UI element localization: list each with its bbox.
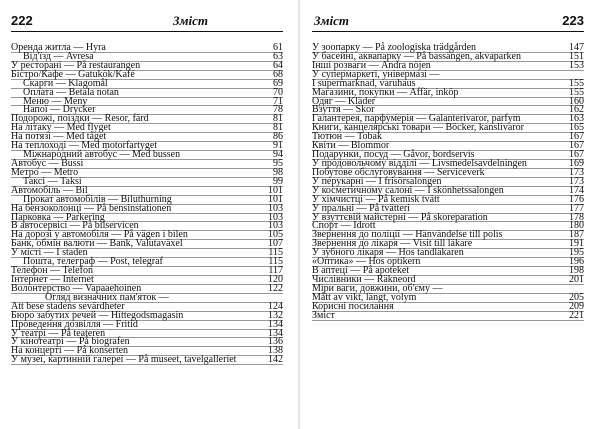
page-header: [312, 13, 584, 31]
entry-title: Зміст: [312, 309, 335, 321]
entry-title: Галантерея, парфумерія — Galanterivaror, parfym: [312, 113, 521, 125]
entry-title: Оплата — Betala notan: [23, 86, 119, 98]
right-page: [306, 0, 588, 429]
entry-page-number: 103: [268, 211, 283, 223]
entry-page-number: 101: [268, 193, 283, 205]
entry-title: Магазини, покупки — Affär, inköp: [312, 86, 459, 98]
entry-page-number: 103: [268, 220, 283, 232]
entry-page-number: 115: [268, 247, 283, 259]
entry-title: Напої — Drycker: [23, 104, 96, 116]
header-title: Зміст: [173, 13, 209, 28]
entry-title: Звернення до поліції — Hänvändelse till polis: [312, 229, 503, 241]
entry-title: Проведення дозвілля — Fritid: [11, 318, 138, 330]
entry-page-number: 162: [569, 104, 584, 116]
entry-title: Таксі — Taksi: [23, 175, 82, 187]
entry-page-number: 63: [273, 50, 283, 62]
entry-page-number: 151: [569, 50, 584, 62]
entry-title: Огляд визначних пам'яток —: [45, 291, 169, 303]
entry-title: Автомобіль — Bil: [11, 184, 88, 196]
entry-page-number: 180: [569, 220, 584, 232]
entry-page-number: 103: [268, 202, 283, 214]
entry-title: Оренда житла — Hyra: [11, 42, 106, 53]
entry-title: Парковка — Parkering: [11, 211, 105, 223]
entry-page-number: 138: [268, 345, 283, 357]
entry-page-number: 98: [273, 166, 283, 178]
entry-page-number: 94: [273, 149, 283, 161]
entry-title: Автобус — Bussi: [11, 157, 84, 169]
entry-page-number: 176: [569, 193, 584, 205]
entry-title: Скарги — Klagomål: [23, 77, 108, 89]
entry-page-number: 155: [569, 77, 584, 89]
entry-title: У супермаркеті, універмазі —: [312, 68, 440, 80]
entry-title: У зубного лікаря — Hos tandläkaren: [312, 247, 464, 259]
entry-title: У ресторані — På restaurangen: [11, 59, 141, 71]
entry-title: У перукарні — I frisörsalongen: [312, 175, 442, 187]
entry-title: Att bese stadens sevärdheter: [11, 300, 125, 312]
entry-title: Взуття — Skor: [312, 104, 375, 116]
entry-title: Міри ваги, довжини, об'єму —: [312, 282, 443, 294]
entry-page-number: 136: [268, 336, 283, 348]
entry-title: «Оптика» — Hos optikern: [312, 256, 421, 268]
entry-title: У зоопарку — På zoologiska trädgården: [312, 42, 477, 53]
book-gutter: [298, 0, 300, 429]
entry-page-number: 155: [569, 86, 584, 98]
entry-title: У театрі — På teateren: [11, 327, 106, 339]
entry-title: В аптеці — På apoteket: [312, 265, 410, 277]
entry-page-number: 124: [268, 300, 283, 312]
entry-title: Тютюн — Tobak: [312, 131, 382, 143]
entry-title: Бюро забутих речей — Hittegodsmagasin: [11, 309, 184, 321]
entry-page-number: 209: [569, 300, 584, 312]
entry-page-number: 134: [268, 327, 283, 339]
entry-title: В автосервісі — På bilservicen: [11, 220, 139, 232]
entry-title: Інші розваги — Andra nöjen: [312, 59, 431, 71]
entry-title: Волонтерство — Vapaaehoinen: [11, 282, 142, 294]
entry-page-number: 167: [569, 140, 584, 152]
entry-title: У басейні, аквапарку — På bassängen, akvaparken: [312, 50, 521, 62]
entry-title: На дорозі у автомобіля — På vägen i bilen: [11, 229, 188, 241]
entry-title: У кінотеатрі — På biografen: [11, 336, 130, 348]
entry-page-number: 95: [273, 157, 283, 169]
entry-page-number: 173: [569, 166, 584, 178]
header-rule: [312, 31, 584, 32]
entry-page-number: 61: [273, 42, 283, 53]
entry-page-number: 69: [273, 77, 283, 89]
entry-title: Подорожі, поїздки — Resor, färd: [11, 113, 149, 125]
entry-page-number: 196: [569, 256, 584, 268]
entry-page-number: 167: [569, 131, 584, 143]
entry-title: На теплоході — Med motorfartyget: [11, 140, 158, 152]
entry-page-number: 167: [569, 149, 584, 161]
entry-page-number: 86: [273, 131, 283, 143]
entry-title: Mått av vikt, längt, volym: [312, 291, 417, 303]
entry-page-number: 68: [273, 68, 283, 80]
left-page: [5, 0, 287, 429]
entry-page-number: 99: [273, 175, 283, 187]
entry-page-number: 147: [569, 42, 584, 53]
entry-title: Від'їзд — Avresa: [23, 50, 94, 62]
entry-title: На літаку — Med flyget: [11, 122, 111, 134]
entry-page-number: 142: [268, 354, 283, 366]
header-title: Зміст: [314, 13, 350, 28]
entry-page-number: 115: [268, 256, 283, 268]
entry-title: Корисні посилання: [312, 300, 394, 312]
toc-entry: [312, 309, 584, 321]
entry-page-number: 81: [273, 113, 283, 125]
entry-title: На бензоколонці — På bensinstationen: [11, 202, 172, 214]
entry-title: Меню — Meny: [23, 95, 88, 107]
entry-page-number: 198: [569, 265, 584, 277]
entry-title: Банк, обмін валюти — Bank, Valutaväxel: [11, 238, 183, 250]
entry-page-number: 117: [268, 265, 283, 277]
entry-title: I supermarknad, varuhaus: [312, 77, 416, 89]
entry-page-number: 169: [569, 157, 584, 169]
entry-page-number: 163: [569, 113, 584, 125]
entry-title: У взуттєвій майстерні — På skoreparation: [312, 211, 488, 223]
entry-title: Спорт — Idrott: [312, 220, 376, 232]
entry-page-number: 178: [569, 211, 584, 223]
entry-title: У хімчистці — På kemisk tvätt: [312, 193, 440, 205]
entry-page-number: 205: [569, 291, 584, 303]
entry-page-number: 221: [569, 309, 584, 321]
entry-page-number: 81: [273, 122, 283, 134]
entry-page-number: 134: [268, 318, 283, 330]
page-header: [11, 13, 283, 31]
entry-title: Одяг — Kläder: [312, 95, 376, 107]
entry-page-number: 101: [268, 184, 283, 196]
entry-title: У продовольчому відділі — Livsmedelsavdelningen: [312, 157, 527, 169]
entry-title: Телефон — Telefon: [11, 265, 93, 277]
entry-page-number: 107: [268, 238, 283, 250]
entry-page-number: 78: [273, 104, 283, 116]
entry-title: Квіти — Blommor: [312, 140, 390, 152]
entry-title: Інтернет — Internet: [11, 273, 94, 285]
entry-page-number: 71: [273, 95, 283, 107]
toc-entry: [11, 356, 283, 365]
entry-title: Звернення до лікаря — Visit till läkare: [312, 238, 473, 250]
entry-title: Метро — Metro: [11, 166, 79, 178]
entry-title: У музеї, картинній галереї — På museet, tavelgalleriet: [11, 354, 237, 366]
entry-page-number: 173: [569, 175, 584, 187]
toc-list: [11, 44, 283, 365]
entry-page-number: 91: [273, 140, 283, 152]
toc-list: [312, 44, 584, 321]
entry-title: Числівники — Räkneord: [312, 273, 416, 285]
entry-page-number: 132: [268, 309, 283, 321]
entry-page-number: 122: [268, 282, 283, 294]
entry-page-number: 174: [569, 184, 584, 196]
page-number: 222: [11, 13, 33, 28]
page-number: 223: [562, 13, 584, 28]
toc-entry: [312, 300, 584, 312]
entry-title: У місті — I staden: [11, 247, 88, 259]
entry-title: Побутове обслуговування — Serviceverk: [312, 166, 485, 178]
entry-page-number: 153: [569, 59, 584, 71]
entry-page-number: 105: [268, 229, 283, 241]
entry-title: Книги, канцелярські товари — Böcker, kanslivaror: [312, 122, 524, 134]
entry-page-number: 160: [569, 95, 584, 107]
entry-title: У косметичному салоні — I skönhetssalongen: [312, 184, 504, 196]
entry-title: На концерті — På konserten: [11, 345, 129, 357]
entry-title: Подарунки, посуд — Gåvor, bordservis: [312, 149, 475, 161]
entry-title: У пральні — På tvätteri: [312, 202, 410, 214]
entry-page-number: 195: [569, 247, 584, 259]
header-rule: [11, 31, 283, 32]
entry-title: Прокат автомобілів — Biluthurning: [23, 193, 172, 205]
entry-page-number: 165: [569, 122, 584, 134]
entry-title: На потязі — Med tåget: [11, 131, 107, 143]
entry-page-number: 201: [569, 273, 584, 285]
entry-page-number: 70: [273, 86, 283, 98]
entry-title: Пошта, телеграф — Post, telegraf: [23, 256, 163, 268]
entry-page-number: 187: [569, 229, 584, 241]
entry-title: Міжнародний автобус — Med bussen: [23, 149, 181, 161]
entry-page-number: 177: [569, 202, 584, 214]
entry-page-number: 120: [268, 273, 283, 285]
entry-page-number: 191: [569, 238, 584, 250]
entry-title: Бістро/Кафе — Gatukök/Kafé: [11, 68, 135, 80]
entry-page-number: 64: [273, 59, 283, 71]
